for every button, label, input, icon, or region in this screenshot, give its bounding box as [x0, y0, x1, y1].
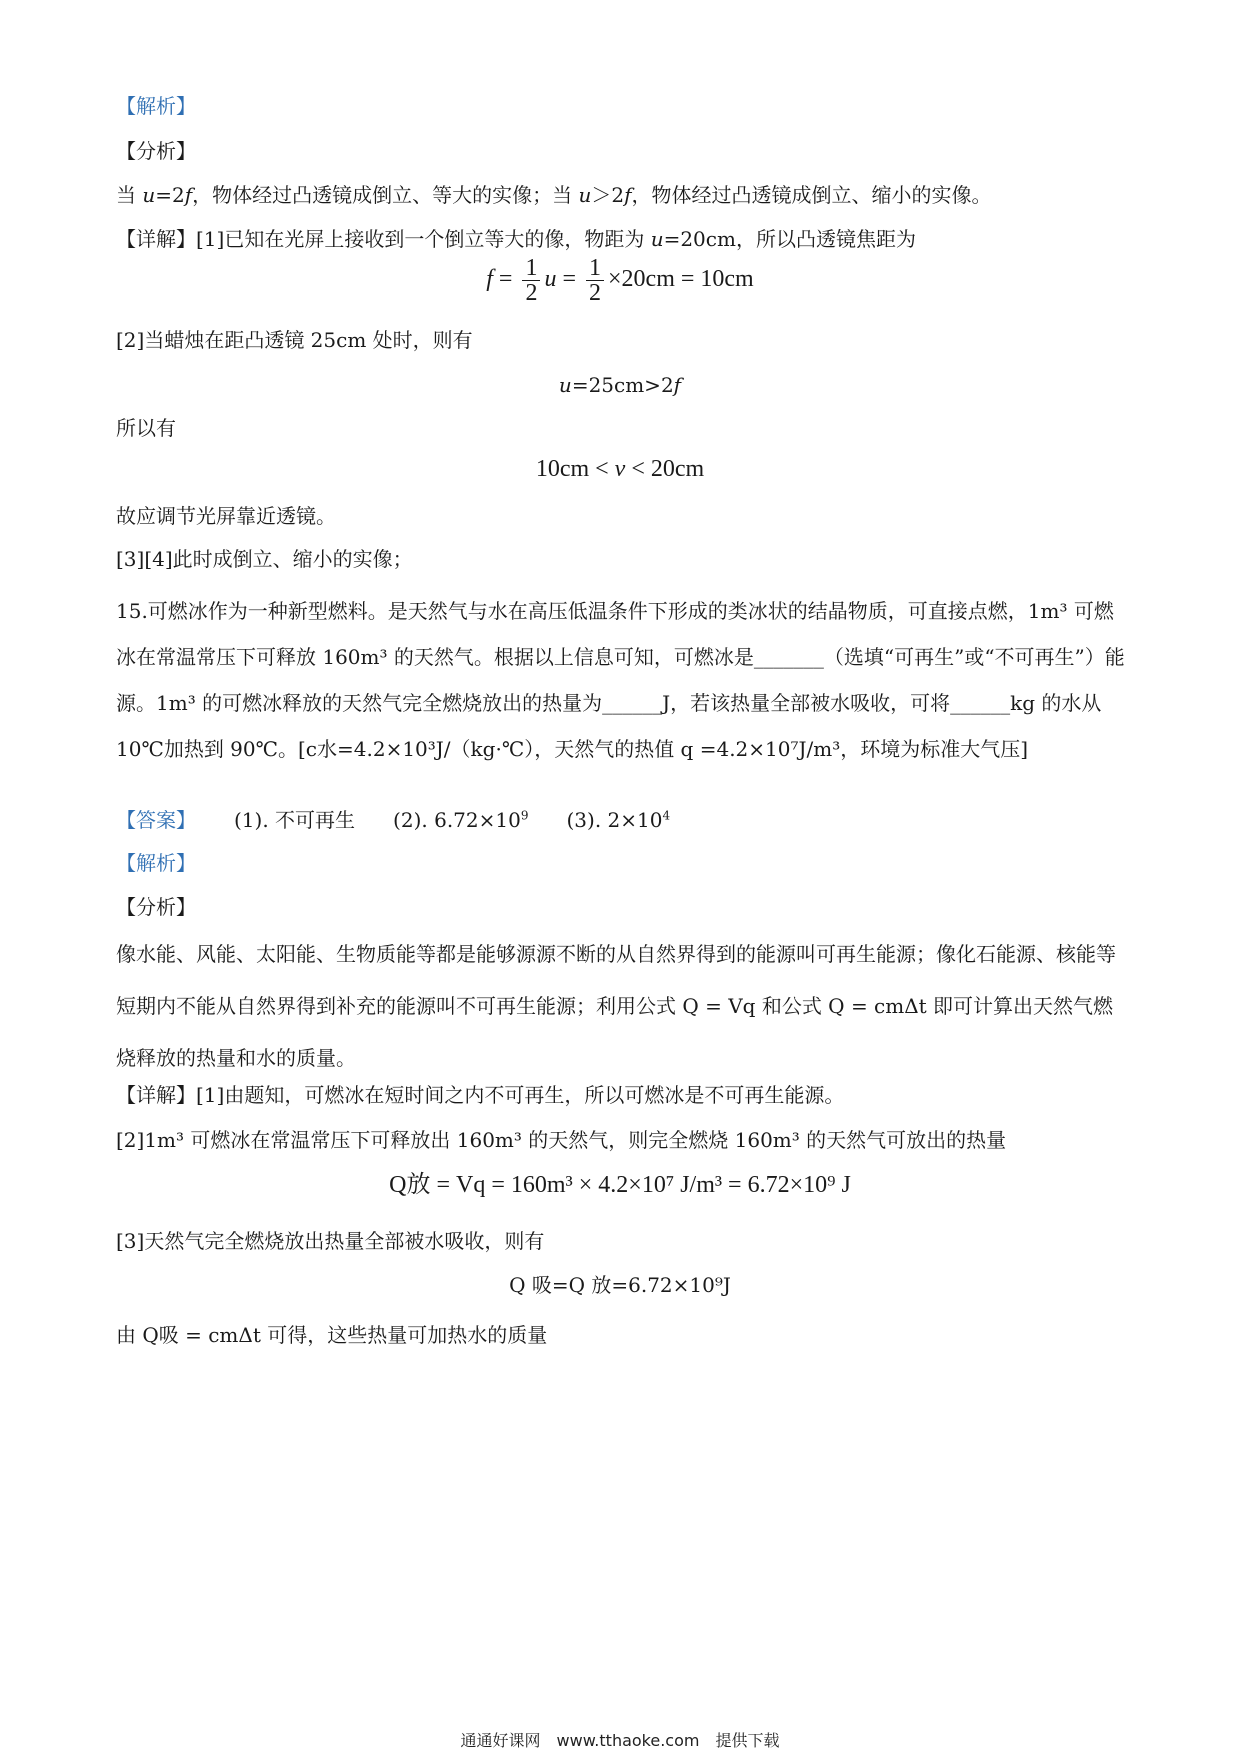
answer-line: 【答案】 (1). 不可再生 (2). $6.72\times 10^9$ (3). $2\times 10^4$	[116, 808, 671, 832]
conclusion-text: 故应调节光屏靠近透镜。	[116, 504, 336, 528]
answer-label: 【答案】	[116, 808, 196, 832]
fraction-one-half: $\frac{1}{2}$	[522, 256, 540, 305]
fraction-one-half-2: $\frac{1}{2}$	[586, 256, 604, 305]
detail-step-3b: [3]天然气完全燃烧放出热量全部被水吸收，则有	[116, 1229, 545, 1253]
mass-text: 由 Q吸 = cmΔt 可得，这些热量可加热水的质量	[116, 1323, 548, 1347]
section-analysis-heading-2: 【解析】	[116, 851, 196, 875]
footer-source: 通通好课网 www.tthaoke.com 提供下载	[460, 1731, 780, 1750]
detail-step-2b: [2]1m³ 可燃冰在常温常压下可释放出 160m³ 的天然气，则完全燃烧 160m³ 的天然气可放出的热量	[116, 1128, 1007, 1152]
question-15-text: 15.可燃冰作为一种新型燃料。是天然气与水在高压低温条件下形成的类冰状的结晶物质，可直接点燃，1m³ 可燃冰在常温常压下可释放 160m³ 的天然气。根据以上信息可知，可燃冰是_______（选填“可再生”或“不可再生”）能源。1m³ 的可燃冰释放的天然气完全燃烧放出的热量为______J，若该热量全部被水吸收，可将______kg 的水从 10℃加热到 90℃。[c水=4.2×10³J/（kg·℃），天然气的热值 q =4.2×10⁷J/m³，环境为标准大气压]	[116, 599, 1125, 761]
detail-step-1: 【详解】[1]已知在光屏上接收到一个倒立等大的像，物距为 u=20cm，所以凸透镜焦距为	[116, 227, 916, 251]
image-distance-inequality: 10cm < v < 20cm	[535, 456, 705, 482]
detail-step-2: [2]当蜡烛在距凸透镜 25cm 处时，则有	[116, 328, 473, 352]
analysis-text-2: 像水能、风能、太阳能、生物质能等都是能够源源不断的从自然界得到的能源叫可再生能源；像化石能源、核能等短期内不能从自然界得到补充的能源叫不可再生能源；利用公式 Q = Vq 和公式 Q = cmΔt 即可计算出天然气燃烧释放的热量和水的质量。	[116, 942, 1116, 1070]
detail-step-1b: 【详解】[1]由题知，可燃冰在短时间之内不可再生，所以可燃冰是不可再生能源。	[116, 1083, 845, 1107]
analysis-subheading-2: 【分析】	[116, 895, 196, 919]
heat-released-equation: Q放 = Vq = 160m³ × 4.2×10⁷ J/m³ = 6.72×10⁹ J	[389, 1172, 851, 1198]
object-distance-equation: u=25cm>2f	[558, 373, 682, 397]
section-analysis-heading: 【解析】	[116, 94, 196, 118]
so-text: 所以有	[116, 416, 176, 440]
analysis-subheading: 【分析】	[116, 139, 196, 163]
analysis-text: 当 u=2f，物体经过凸透镜成倒立、等大的实像；当 u＞2f，物体经过凸透镜成倒立、缩小的实像。	[116, 183, 992, 207]
heat-balance-equation: Q 吸=Q 放=6.72×10⁹J	[509, 1273, 731, 1297]
detail-step-3-4: [3][4]此时成倒立、缩小的实像；	[116, 547, 413, 571]
focal-length-equation: f = $\frac{1}{2}$ u = $\frac{1}{2}$ ×20cm = 10cm	[486, 255, 754, 306]
